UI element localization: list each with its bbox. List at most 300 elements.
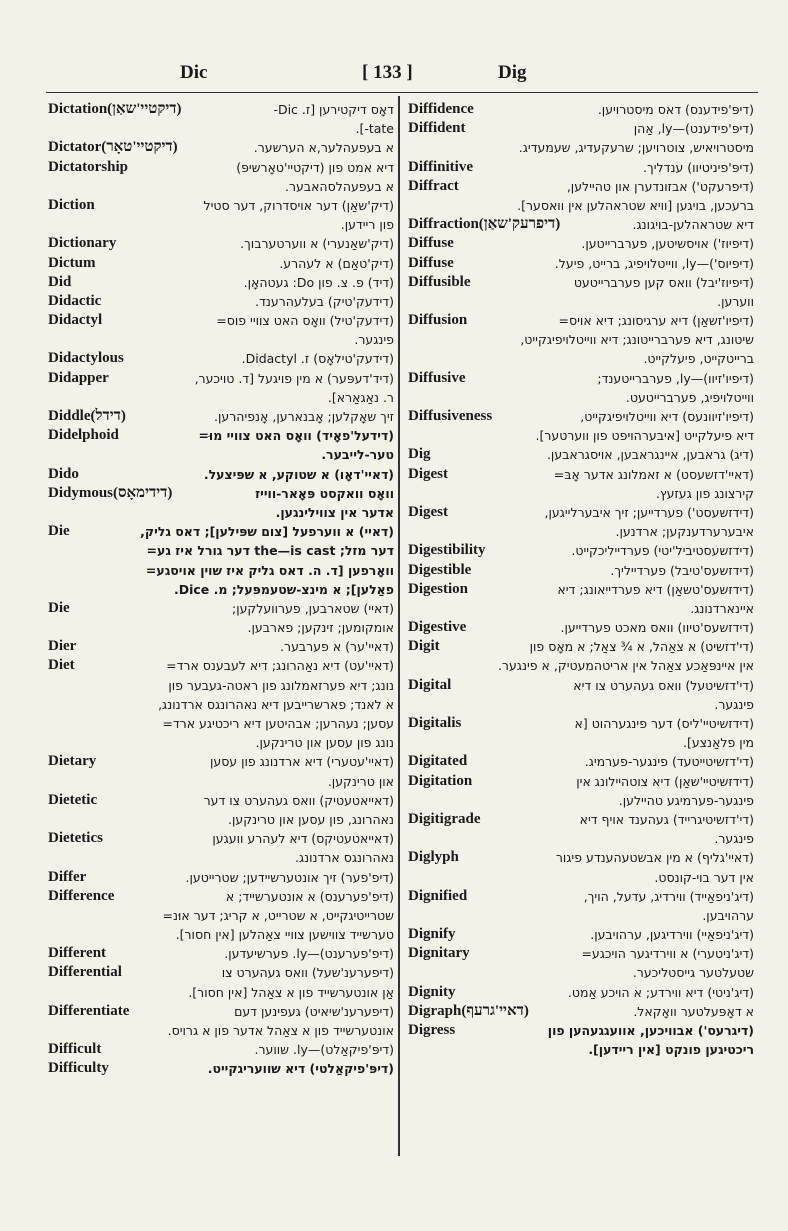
entry-continuation-line: [48, 445, 394, 464]
entry-headword: Didapper: [48, 369, 112, 388]
dictionary-entry: [408, 503, 754, 541]
dictionary-entry: [48, 349, 394, 368]
entry-first-line: [408, 848, 754, 867]
entry-definition-text: פינגער.: [714, 831, 754, 847]
entry-first-line: [48, 522, 394, 541]
entry-headword: Dictator(דיקטיי'טאָר): [48, 138, 181, 157]
entry-first-line: [408, 676, 754, 695]
entry-definition-text: (דידזשעס'טיבל) פערדייליך.: [610, 562, 754, 578]
entry-first-line: [48, 100, 394, 119]
entry-first-line: [48, 292, 394, 311]
entry-first-line: [48, 465, 394, 484]
entry-headword: Dignitary: [408, 944, 473, 963]
entry-definition-text: דיא שטראהלען-בויגונג.: [632, 217, 754, 233]
dictionary-entry: [48, 963, 394, 1001]
entry-first-line: [408, 714, 754, 733]
entry-headword: Digitalis: [408, 714, 464, 733]
entry-definition-text: א בעפעהלסהאבער.: [285, 178, 394, 194]
entry-headword: Didactyl: [48, 311, 105, 330]
entry-continuation-line: [48, 215, 394, 234]
entry-definition-text: א בעפעהלער,א הערשער.: [253, 140, 394, 156]
entry-definition-text: (דאייאטעטיקס) דיא לעהרע וועגען: [212, 831, 394, 847]
entry-definition-text: (דיק'שאַן) דער אויסדרוק, דער סטיל: [203, 197, 394, 213]
entry-headword: Dietetics: [48, 829, 106, 848]
entry-continuation-line: [408, 330, 754, 349]
entry-definition-text: זיך שאָקלען; אָבנארען, אָנפיהרען.: [214, 409, 394, 424]
dictionary-entry: [48, 752, 394, 790]
entry-definition-text: (דאייאטעטיק) וואס געהערט צו דער: [203, 792, 394, 808]
entry-definition-text: (דיפּ'פידענס) דאס מיסטרויען.: [597, 102, 754, 117]
entry-definition-text: דיא פיעלקייט [איבערהויפט פון ווערטער].: [535, 428, 754, 444]
dictionary-entry: [48, 100, 394, 138]
entry-first-line: [408, 503, 754, 522]
entry-headword: Differentiate: [48, 1002, 132, 1021]
entry-definition-text: (דיג'ניפאַיי) ווירדיגען, ערהויבען.: [590, 927, 754, 943]
dictionary-entry: [48, 311, 394, 349]
entry-headword: Digestible: [408, 561, 474, 580]
entry-definition-text: וואָרפען [ד. ה. דאס גליק איז שוין אויסגע=: [145, 562, 394, 578]
dictionary-entry: [408, 407, 754, 445]
entry-headword: Digit: [408, 637, 443, 656]
entry-first-line: [408, 234, 754, 253]
entry-continuation-line: [408, 733, 754, 752]
entry-definition-text: (דאיי) א ווערפעל [צום שפּילען]; דאס גליק,: [140, 524, 394, 540]
entry-first-line: [408, 465, 754, 484]
right-column: [408, 100, 754, 1059]
entry-continuation-line: [48, 733, 394, 752]
entry-definition-text: (דיגרעס') אבוויכען, אוועגגעהען פון: [547, 1023, 754, 1038]
entry-first-line: [48, 1002, 394, 1021]
entry-definition-text: אונטערשייד פון א צאַהל אדער פון א גרויס.: [167, 1023, 394, 1038]
dictionary-entry: [48, 407, 394, 426]
entry-first-line: [48, 1040, 394, 1059]
entry-definition-text: (דאיי'גליף) א מין אבשטעהענדע פיגור: [555, 850, 754, 866]
entry-headword: Dictum: [48, 254, 99, 273]
entry-headword: Diffract: [408, 177, 462, 196]
entry-definition-text: מין פלאַנצע].: [682, 735, 754, 751]
entry-continuation-line: [408, 906, 754, 925]
entry-definition-text: (דיפ'פערענס) א אונטערשייד; א: [225, 888, 394, 904]
entry-continuation-line: [48, 580, 394, 599]
entry-headword: Digestive: [408, 618, 469, 637]
entry-continuation-line: [48, 676, 394, 695]
entry-headword: Dier: [48, 637, 79, 656]
entry-headword: Didactic: [48, 292, 104, 311]
entry-definition-text: ריכטיגען פונקט [אין ריידען].: [588, 1042, 754, 1058]
entry-first-line: [48, 752, 394, 771]
entry-continuation-line: [408, 868, 754, 887]
entry-continuation-line: [408, 656, 754, 675]
entry-headword: Difficulty: [48, 1059, 112, 1078]
entry-headword: Die: [48, 522, 73, 541]
entry-definition-text: ברעכען, בויגען [וויא שטראהלען אין וואסער].: [517, 197, 754, 213]
dictionary-entry: [48, 656, 394, 752]
entry-definition-text: איבערערדענקען; ארדנען.: [615, 524, 754, 540]
dictionary-entry: [48, 637, 394, 656]
entry-definition-text: (דיפ'פערענט)—ly. פערשיעדען.: [224, 946, 394, 962]
entry-first-line: [408, 100, 754, 119]
entry-continuation-line: [408, 388, 754, 407]
entry-definition-text: (דיג) גראבען, איינגראבען, אויסגראבען.: [546, 447, 754, 463]
entry-first-line: [48, 158, 394, 177]
header-rule: [46, 92, 758, 93]
entry-headword: Diffident: [408, 119, 469, 138]
entry-definition-text: (דיפ'פער) זיך אונטערשיידען; שטרייטען.: [185, 869, 394, 885]
dictionary-entry: [48, 1002, 394, 1040]
entry-first-line: [408, 810, 754, 829]
entry-continuation-line: [408, 829, 754, 848]
entry-definition-text: פינגער.: [714, 696, 754, 712]
dictionary-entry: [408, 465, 754, 503]
dictionary-entry: [48, 254, 394, 273]
entry-definition-text: (דיפיו'זיוו)—ly, פערברייטענד;: [597, 370, 754, 386]
entry-definition-text: (דאיי'עט) דיא נאַהרונג; דיא לעבענס ארד=: [166, 658, 394, 674]
dictionary-entry: [48, 273, 394, 292]
dictionary-entry: [48, 791, 394, 829]
entry-continuation-line: [408, 522, 754, 541]
entry-continuation-line: [48, 772, 394, 791]
entry-headword: Digitation: [408, 772, 475, 791]
entry-continuation-line: [48, 925, 394, 944]
entry-headword: Digraph(דאיי'גרעף): [408, 1002, 532, 1021]
entry-definition-text: (דיד'דעפּער) א מין פויגעל [ד. טויכער,: [194, 370, 394, 386]
entry-first-line: [48, 138, 394, 157]
entry-continuation-line: [408, 695, 754, 714]
entry-headword: Differ: [48, 868, 89, 887]
entry-continuation-line: [48, 561, 394, 580]
entry-definition-text: קירצונג פון געזעץ.: [655, 485, 754, 501]
entry-first-line: [408, 407, 754, 426]
entry-headword: Digitigrade: [408, 810, 484, 829]
entry-definition-text: (דידזשעסטיביל'יטי) פערדייליכקייט.: [571, 543, 754, 559]
entry-continuation-line: [48, 177, 394, 196]
dictionary-entry: [408, 676, 754, 714]
dictionary-entry: [48, 944, 394, 963]
entry-definition-text: מיסטרויאיש, צוטרויען; שרעקעדיג, שעמעדיג.: [518, 140, 754, 156]
dictionary-entry: [408, 810, 754, 848]
entry-first-line: [408, 254, 754, 273]
entry-headword: Dig: [408, 445, 434, 464]
entry-continuation-line: [48, 119, 394, 138]
entry-definition-text: .[‎-tate: [355, 121, 394, 137]
entry-definition-text: (דידזשעס'טשאַן) דיא פערדייאונג; דיא: [557, 581, 754, 597]
entry-definition-text: שטעלטער גייסטליכער.: [632, 965, 754, 981]
dictionary-entry: [48, 829, 394, 867]
entry-definition-text: (דידעל'פאָיד) וואָס האט צוויי מוּ=: [198, 428, 394, 444]
entry-continuation-line: [408, 484, 754, 503]
entry-headword: Digestion: [408, 580, 471, 599]
dictionary-entry: [48, 887, 394, 945]
entry-headword: Didactylous: [48, 349, 127, 368]
entry-continuation-line: [48, 906, 394, 925]
entry-definition-text: (דאיי'דאָו) א שטוקע, א שפּיצעל.: [203, 466, 394, 482]
entry-definition-text: פאַלען]; א מינצ-שטעמפּעל; מ. Dice.: [173, 581, 394, 597]
dictionary-entry: [408, 445, 754, 464]
entry-definition-text: (דיפערענ'שיאיט) געפינען דעם: [234, 1003, 394, 1019]
entry-definition-text: נונג; דיא פערזאמלונג פון ראטה-געבער פון: [168, 677, 394, 693]
entry-headword: Didelphoid: [48, 426, 122, 445]
entry-definition-text: אין איינפּאַכע צאַהל אין אריטהמעטיק, א פינגער.: [497, 658, 754, 674]
dictionary-entry: [408, 100, 754, 119]
header-right-guideword: Dig: [498, 62, 527, 83]
entry-definition-text: (דיפיו'זיוונעס) דיא ווייטלויפיגקייט,: [580, 409, 754, 424]
entry-definition-text: (דיפּ'פיניטיוו) ענדליך.: [643, 159, 754, 175]
entry-definition-text: שיטונג, דיא פערברייטונג; דיא ווייטלויפיגקייט,: [520, 332, 754, 348]
entry-definition-text: (דידזשיטיי'ליס) דער פינגערהוט [א: [574, 716, 754, 731]
dictionary-entry: [48, 426, 394, 464]
entry-definition-text: (דאיי'דזשעסט) א זאמלונג אדער אָבּ=: [553, 466, 754, 482]
dictionary-entry: [408, 772, 754, 810]
dictionary-entry: [408, 273, 754, 311]
entry-definition-text: דער מזל; the—is cast דער גורל איז גע=: [146, 543, 394, 559]
entry-first-line: [408, 311, 754, 330]
dictionary-entry: [408, 215, 754, 234]
entry-first-line: [48, 426, 394, 445]
entry-definition-text: (דידזשיטיי'שאַן) דיא צוטהיילונג אין: [576, 773, 754, 789]
entry-headword: Die: [48, 599, 73, 618]
entry-continuation-line: [48, 618, 394, 637]
entry-definition-text: נונג פון עסען און טרינקען.: [255, 735, 394, 751]
entry-headword: Digest: [408, 503, 451, 522]
entry-first-line: [408, 119, 754, 138]
page-number: [ 133 ]: [362, 62, 413, 83]
entry-headword: Digestibility: [408, 541, 489, 560]
entry-definition-text: (די'דזשיטעל) וואס געהערט צו דיא: [573, 677, 754, 693]
entry-definition-text: טער-לייבער.: [321, 447, 394, 463]
entry-headword: Diction: [48, 196, 98, 215]
entry-definition-text: (דידעק'טיק) בעלעהרענד.: [255, 293, 394, 309]
dictionary-entry: [408, 618, 754, 637]
page-header: [40, 62, 760, 88]
entry-first-line: [48, 311, 394, 330]
entry-continuation-line: [408, 791, 754, 810]
entry-continuation-line: [408, 349, 754, 368]
entry-headword: Digitated: [408, 752, 470, 771]
entry-first-line: [48, 234, 394, 253]
entry-definition-text: טערשייד צווישען צוויי צאַהלען [אין חסור].: [175, 927, 394, 943]
entry-first-line: [48, 868, 394, 887]
entry-definition-text: פינגער-פערמיגע טהיילען.: [618, 792, 754, 808]
dictionary-entry: [48, 484, 394, 522]
entry-first-line: [48, 791, 394, 810]
dictionary-entry: [48, 465, 394, 484]
dictionary-entry: [48, 868, 394, 887]
entry-first-line: [48, 369, 394, 388]
entry-definition-text: עסען; נעהרען; אבהיטען דיא ריכטיגע ארד=: [162, 716, 394, 731]
entry-headword: Difference: [48, 887, 117, 906]
entry-continuation-line: [48, 388, 394, 407]
entry-first-line: [48, 254, 394, 273]
dictionary-entry: [408, 254, 754, 273]
dictionary-entry: [48, 1059, 394, 1078]
dictionary-entry: [48, 158, 394, 196]
dictionary-entry: [408, 369, 754, 407]
entry-first-line: [48, 599, 394, 618]
entry-headword: Did: [48, 273, 74, 292]
dictionary-entry: [408, 561, 754, 580]
entry-headword: Didymous(דידימאָס): [48, 484, 175, 503]
entry-continuation-line: [48, 330, 394, 349]
entry-headword: Diddle(דידל): [48, 407, 129, 426]
entry-definition-text: (דיק'טאַם) א לעהרע.: [279, 255, 394, 271]
entry-definition-text: (דיפיוס')—ly, ווייטלויפיג, ברייט, פיעל.: [554, 255, 754, 271]
entry-definition-text: שטרייטיגקייט, א שטרייט, א קריג; דער אוּנ=: [162, 907, 394, 923]
entry-definition-text: (דידעק'טילאָס) ז. Didactyl.: [241, 351, 394, 367]
entry-first-line: [408, 925, 754, 944]
entry-first-line: [408, 1002, 754, 1021]
dictionary-entry: [408, 234, 754, 253]
entry-definition-text: (דיפּ'פיקאַלט)—ly. שווער.: [254, 1042, 394, 1058]
entry-continuation-line: [408, 426, 754, 445]
entry-first-line: [408, 177, 754, 196]
entry-headword: Different: [48, 944, 109, 963]
entry-definition-text: וואָס וואקסט פּאָאר-ווייז: [255, 485, 394, 501]
entry-first-line: [408, 983, 754, 1002]
entry-headword: Diffraction(דיפרעק'שאַן): [408, 215, 563, 234]
dictionary-entry: [408, 119, 754, 157]
entry-first-line: [408, 772, 754, 791]
entry-definition-text: און טרינקען.: [327, 773, 394, 789]
entry-headword: Diffidence: [408, 100, 477, 119]
entry-headword: Diffuse: [408, 254, 457, 273]
entry-first-line: [48, 829, 394, 848]
entry-headword: Diffusiveness: [408, 407, 495, 426]
dictionary-entry: [408, 541, 754, 560]
entry-definition-text: (דיג'ניטי) דיא ווירדע; א הויכע אַמט.: [567, 984, 754, 1000]
entry-definition-text: אדער אין צווילינגען.: [275, 504, 394, 520]
entry-definition-text: ווייטלויפיג, פערברייטעט.: [625, 389, 754, 405]
entry-first-line: [48, 656, 394, 675]
entry-first-line: [408, 618, 754, 637]
entry-definition-text: א דאָפּעלטער וואָקאל.: [633, 1003, 754, 1019]
entry-continuation-line: [408, 1040, 754, 1059]
entry-continuation-line: [408, 138, 754, 157]
entry-headword: Dignify: [408, 925, 459, 944]
entry-definition-text: ר. נאַגאַרא].: [327, 389, 394, 405]
entry-definition-text: פינגער.: [354, 332, 394, 348]
entry-first-line: [408, 541, 754, 560]
left-column: [48, 100, 394, 1079]
dictionary-entry: [408, 714, 754, 752]
entry-definition-text: (דיפערענ'שעל) וואס געהערט צו: [221, 965, 394, 981]
entry-first-line: [408, 1021, 754, 1040]
entry-first-line: [48, 887, 394, 906]
entry-continuation-line: [48, 810, 394, 829]
entry-first-line: [408, 561, 754, 580]
dictionary-entry: [408, 887, 754, 925]
entry-continuation-line: [48, 695, 394, 714]
entry-continuation-line: [408, 599, 754, 618]
entry-first-line: [408, 752, 754, 771]
entry-headword: Diffuse: [408, 234, 457, 253]
entry-continuation-line: [408, 196, 754, 215]
entry-definition-text: אומקומען; זינקען; פארבען.: [247, 620, 394, 636]
entry-headword: Diffinitive: [408, 158, 476, 177]
dictionary-entry: [408, 580, 754, 618]
entry-definition-text: (דאיי'ער) א פערבער.: [280, 639, 394, 655]
dictionary-entry: [408, 944, 754, 982]
entry-definition-text: (די'דזשיטיגרייד) געהענד אויף דיא: [579, 811, 754, 827]
entry-continuation-line: [48, 714, 394, 733]
entry-headword: Digest: [408, 465, 451, 484]
entry-headword: Differential: [48, 963, 125, 982]
entry-definition-text: (דיפּ'פידענט)—ly, אַהן: [633, 121, 754, 137]
entry-continuation-line: [48, 983, 394, 1002]
entry-first-line: [408, 369, 754, 388]
dictionary-entry: [48, 196, 394, 234]
entry-definition-text: (דיפרעקט') אבזונדערן און טהיילען,: [566, 178, 754, 194]
entry-first-line: [408, 158, 754, 177]
entry-headword: Dignified: [408, 887, 470, 906]
dictionary-entry: [408, 158, 754, 177]
entry-continuation-line: [408, 292, 754, 311]
entry-definition-text: אין דער בוי-קונסט.: [654, 869, 754, 885]
entry-headword: Digital: [408, 676, 454, 695]
entry-definition-text: פון ריידען.: [340, 217, 394, 233]
entry-definition-text: (דיפּ'פיקאַלטי) דיא שוועריגקייט.: [207, 1061, 394, 1077]
entry-definition-text: (דיפיוז') אויסשיטען, פערברייטען.: [581, 236, 754, 252]
entry-definition-text: (דיפיו'זשאַן) דיא ערגיסונג; דיא אויס=: [558, 313, 754, 329]
entry-headword: Digress: [408, 1021, 458, 1040]
dictionary-entry: [48, 234, 394, 253]
dictionary-entry: [48, 599, 394, 637]
entry-headword: Dictionary: [48, 234, 119, 253]
entry-first-line: [408, 944, 754, 963]
dictionary-entry: [48, 369, 394, 407]
dictionary-entry: [48, 292, 394, 311]
entry-headword: Diffusion: [408, 311, 470, 330]
entry-headword: Dictation(דיקטיי'שאַן): [48, 100, 185, 119]
entry-definition-text: איינארדנונג.: [690, 600, 754, 616]
entry-definition-text: ווערען.: [717, 293, 754, 309]
entry-definition-text: (דאיי'עטערי) דיא ארדנונג פון עסען: [209, 754, 394, 770]
entry-first-line: [48, 196, 394, 215]
entry-first-line: [408, 637, 754, 656]
entry-definition-text: (די'דזשיט) א צאַהל, א ¾ צאַל; א מאָס פון: [529, 639, 754, 655]
dictionary-entry: [408, 925, 754, 944]
entry-headword: Diglyph: [408, 848, 462, 867]
entry-continuation-line: [408, 963, 754, 982]
entry-definition-text: ערהויבען.: [702, 907, 754, 923]
entry-definition-text: (דיד) פ. צ. פון Do: געטהאָן.: [243, 274, 394, 290]
entry-continuation-line: [48, 503, 394, 522]
dictionary-entry: [408, 983, 754, 1002]
entry-definition-text: א לאנד; פארשרייבען דיא נאהרונגס ארדנונג,: [158, 696, 394, 712]
dictionary-entry: [408, 752, 754, 771]
entry-definition-text: (דיפיוז'יבל) וואס קען פערברייטעט: [573, 274, 754, 290]
entry-first-line: [48, 407, 394, 426]
entry-first-line: [408, 273, 754, 292]
entry-continuation-line: [48, 1021, 394, 1040]
entry-first-line: [48, 273, 394, 292]
entry-first-line: [48, 484, 394, 503]
entry-first-line: [48, 1059, 394, 1078]
entry-continuation-line: [48, 541, 394, 560]
dictionary-entry: [408, 1002, 754, 1021]
entry-headword: Diffusible: [408, 273, 474, 292]
dictionary-entry: [408, 311, 754, 369]
entry-definition-text: (דידזשעסט') פערדייען; זיך איבערלייגען,: [544, 504, 754, 520]
entry-headword: Dido: [48, 465, 82, 484]
entry-first-line: [408, 580, 754, 599]
dictionary-entry: [48, 138, 394, 157]
entry-definition-text: (דיק'שאַנערי) א ווערטערבוך.: [240, 236, 394, 252]
entry-first-line: [48, 963, 394, 982]
entry-headword: Difficult: [48, 1040, 104, 1059]
dictionary-entry: [408, 637, 754, 675]
entry-first-line: [408, 887, 754, 906]
entry-definition-text: (דידזשעס'טיוו) וואס מאכט פערדייען.: [560, 620, 754, 636]
